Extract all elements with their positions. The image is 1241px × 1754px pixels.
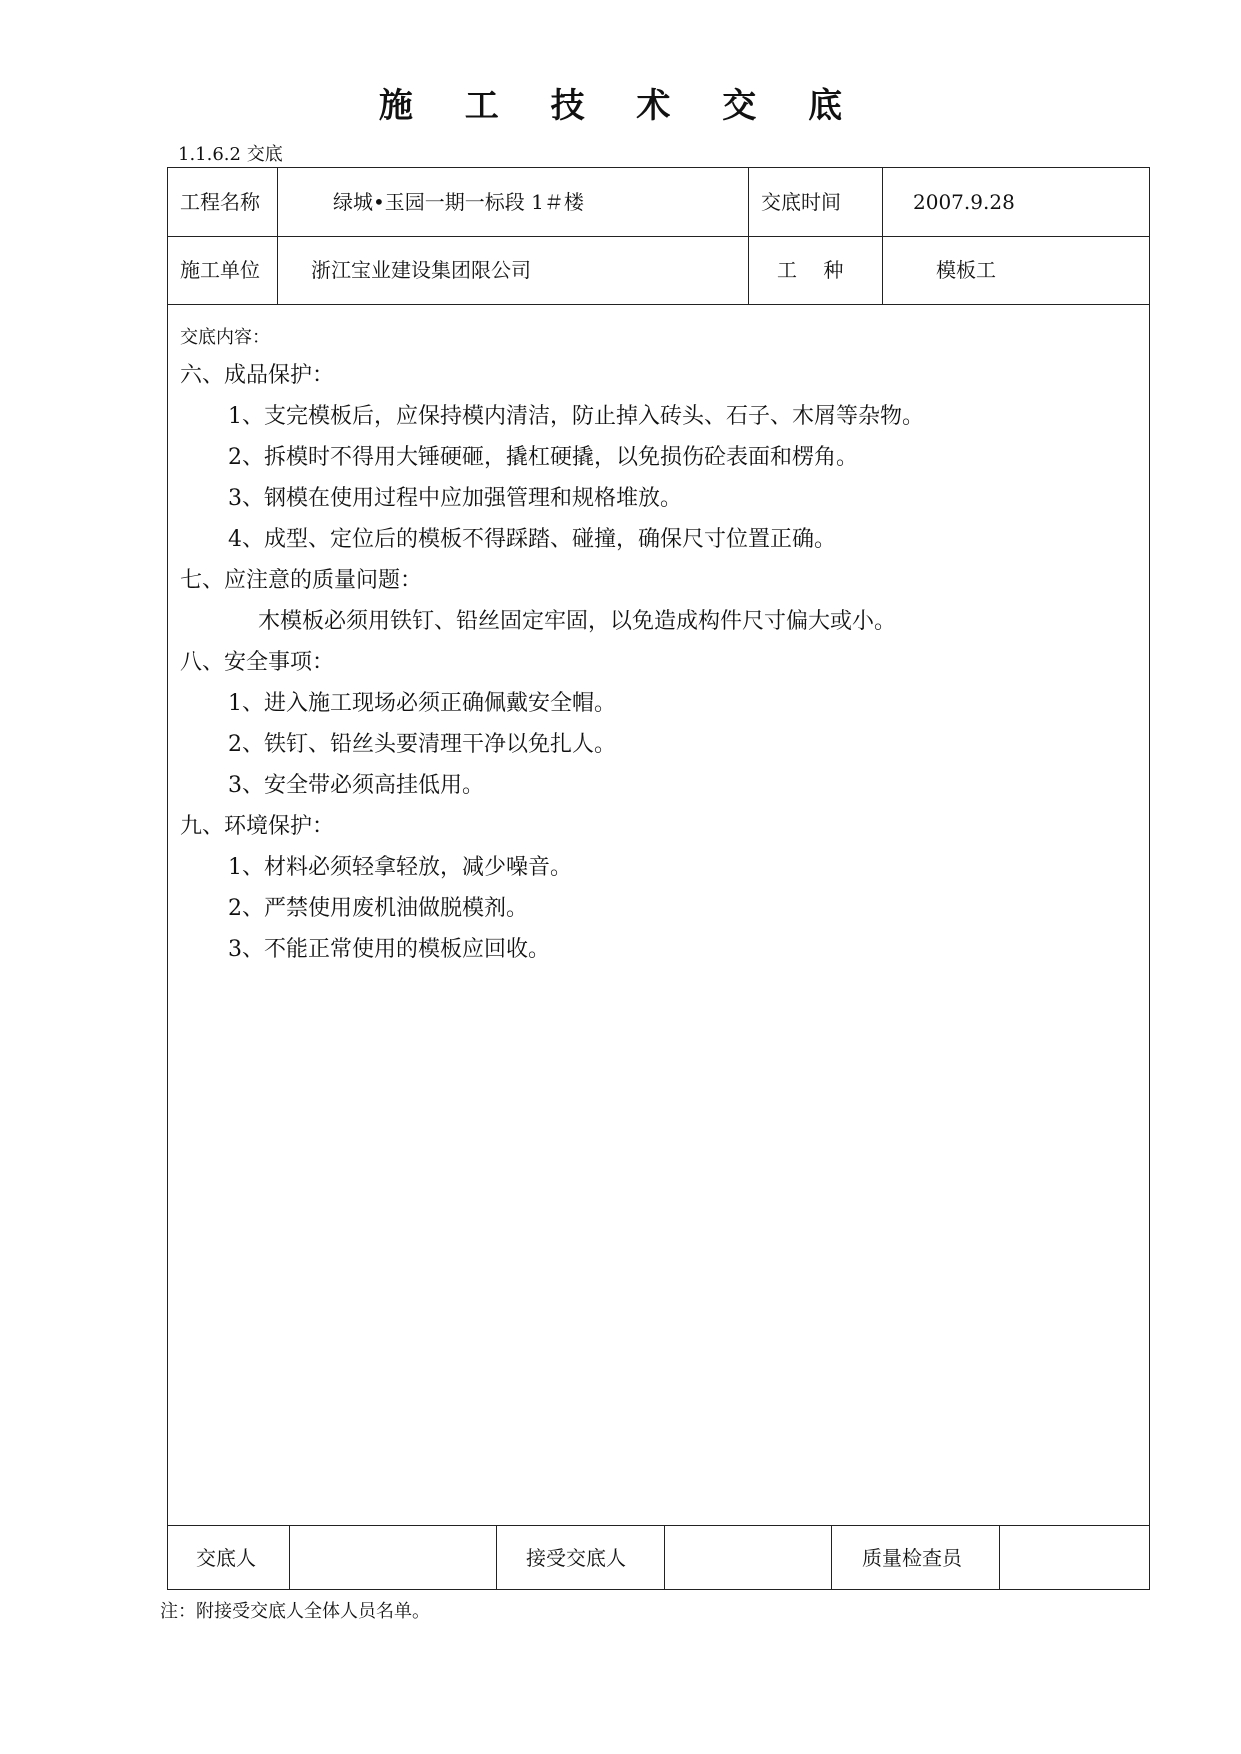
list-item: 2、铁钉、铅丝头要清理干净以免扎人。 (228, 732, 616, 757)
divider (168, 304, 1149, 305)
section-heading: 八、安全事项： (180, 650, 335, 675)
list-item: 3、安全带必须高挂低用。 (228, 773, 484, 798)
date-value: 2007.9.28 (913, 190, 1015, 214)
divider (168, 236, 1149, 237)
divider (168, 1525, 1149, 1526)
list-item: 2、拆模时不得用大锤硬砸，撬杠硬撬，以免损伤砼表面和楞角。 (228, 445, 858, 470)
divider (289, 1525, 290, 1589)
list-item: 4、成型、定位后的模板不得踩踏、碰撞，确保尺寸位置正确。 (228, 527, 836, 552)
disclosure-form (167, 167, 1150, 1590)
divider (664, 1525, 665, 1589)
list-item: 1、进入施工现场必须正确佩戴安全帽。 (228, 691, 616, 716)
divider (882, 168, 883, 304)
list-item: 1、支完模板后，应保持模内清洁，防止掉入砖头、石子、木屑等杂物。 (228, 404, 924, 429)
footnote: 注：附接受交底人全体人员名单。 (160, 1601, 430, 1622)
trade-label: 工 种 (777, 258, 844, 282)
section-heading: 六、成品保护： (180, 363, 335, 388)
unit-label: 施工单位 (180, 258, 260, 282)
project-name-value: 绿城•玉园一期一标段 1＃楼 (333, 190, 584, 214)
inspector-label: 质量检查员 (862, 1546, 962, 1570)
content-label: 交底内容： (180, 327, 270, 348)
list-item: 2、严禁使用废机油做脱模剂。 (228, 896, 528, 921)
trade-value: 模板工 (936, 258, 996, 282)
list-item: 3、不能正常使用的模板应回收。 (228, 937, 550, 962)
section-number: 1.1.6.2 交底 (178, 144, 283, 165)
divider (748, 168, 749, 304)
divider (831, 1525, 832, 1589)
project-name-label: 工程名称 (180, 190, 260, 214)
receiver-label: 接受交底人 (526, 1546, 626, 1570)
discloser-label: 交底人 (196, 1546, 256, 1570)
section-heading: 七、应注意的质量问题： (180, 568, 423, 593)
list-item: 1、材料必须轻拿轻放，减少噪音。 (228, 855, 572, 880)
section-heading: 九、环境保护： (180, 814, 335, 839)
divider (496, 1525, 497, 1589)
section-paragraph: 木模板必须用铁钉、铅丝固定牢固，以免造成构件尺寸偏大或小。 (258, 609, 897, 634)
document-title: 施 工 技 术 交 底 (378, 86, 863, 126)
unit-value: 浙江宝业建设集团限公司 (311, 258, 531, 282)
disclosure-content (180, 323, 1130, 980)
divider (999, 1525, 1000, 1589)
list-item: 3、钢模在使用过程中应加强管理和规格堆放。 (228, 486, 682, 511)
date-label: 交底时间 (761, 190, 841, 214)
divider (277, 168, 278, 304)
